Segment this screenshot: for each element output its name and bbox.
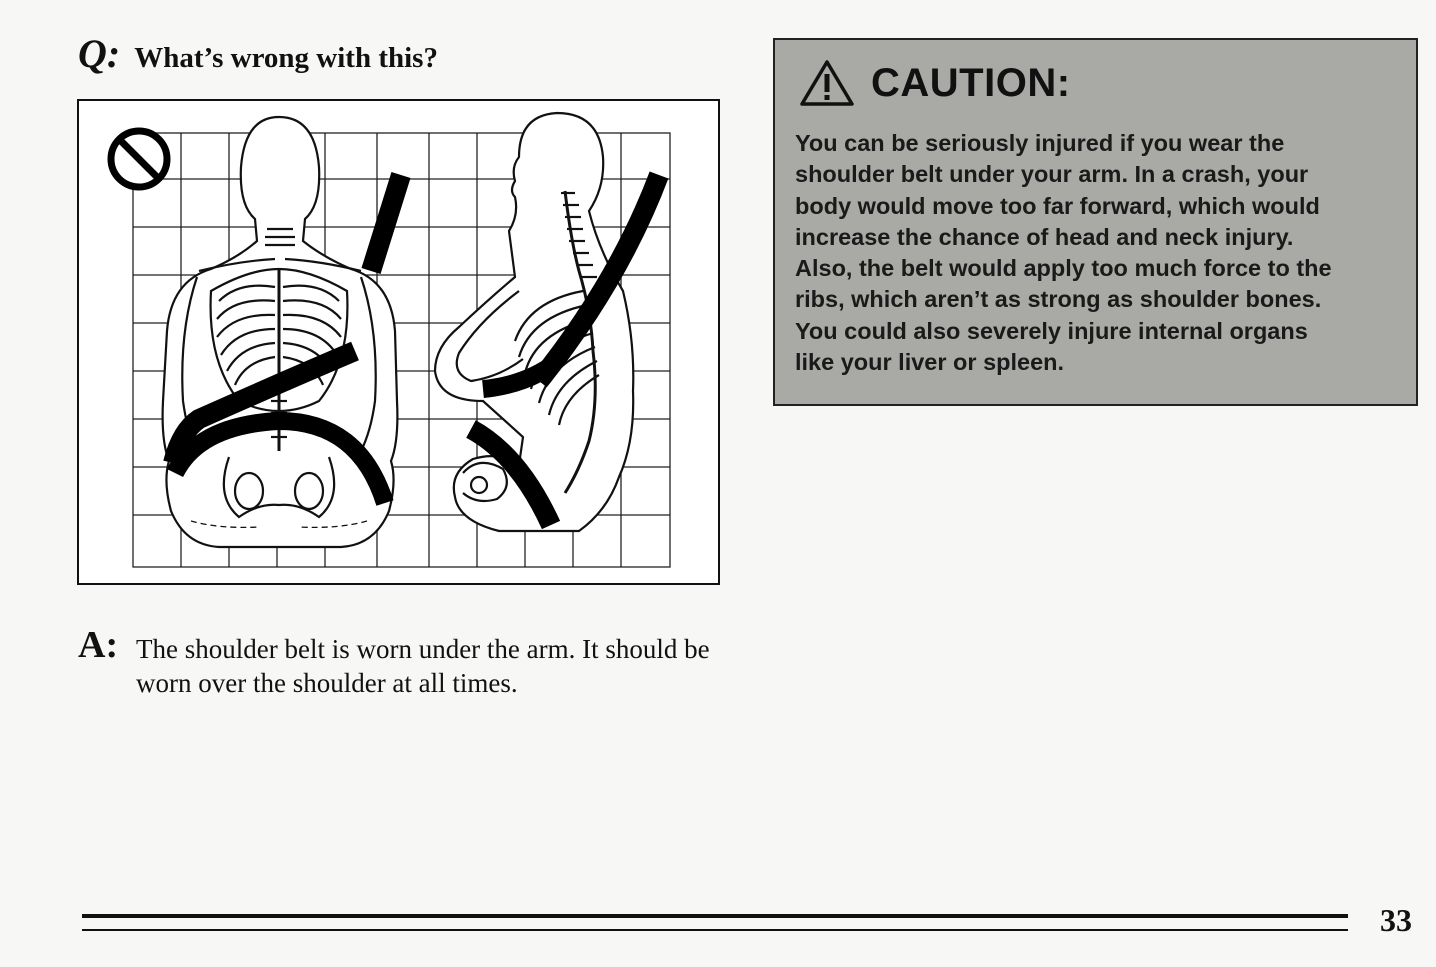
caution-line: like your liver or spleen. (795, 349, 1065, 376)
caution-line: ribs, which aren’t as strong as shoulder bones. (795, 286, 1322, 313)
page-number: 33 (1380, 902, 1412, 938)
question-text: What’s wrong with this? (134, 42, 438, 74)
footer-rule-thick (82, 914, 1348, 918)
caution-line: You could also severely injure internal organs (795, 317, 1308, 344)
answer-marker: A: (78, 624, 119, 666)
caution-text (795, 128, 1395, 378)
caution-header (799, 58, 1071, 108)
answer (78, 624, 718, 700)
caution-box (773, 38, 1418, 406)
question-marker: Q: (78, 31, 121, 76)
no-symbol-icon (111, 131, 167, 187)
footer-rule-thin (82, 929, 1348, 931)
skeleton-figure (79, 101, 718, 583)
caution-title: CAUTION: (871, 60, 1071, 105)
warning-triangle-icon (799, 58, 855, 108)
question (78, 30, 438, 77)
caution-line: body would move too far forward, which would (795, 192, 1320, 219)
front-view-skeleton (163, 117, 398, 547)
caution-line: increase the chance of head and neck injury. (795, 223, 1294, 250)
side-view-skeleton (435, 113, 633, 531)
answer-text: The shoulder belt is worn under the arm. It should be worn over the shoulder at all times. (136, 634, 710, 698)
seat-belt-illustration (77, 99, 720, 585)
caution-line: You can be seriously injured if you wear the (795, 130, 1285, 156)
caution-line: Also, the belt would apply too much force to the (795, 255, 1332, 282)
caution-line: shoulder belt under your arm. In a crash, your (795, 161, 1309, 188)
